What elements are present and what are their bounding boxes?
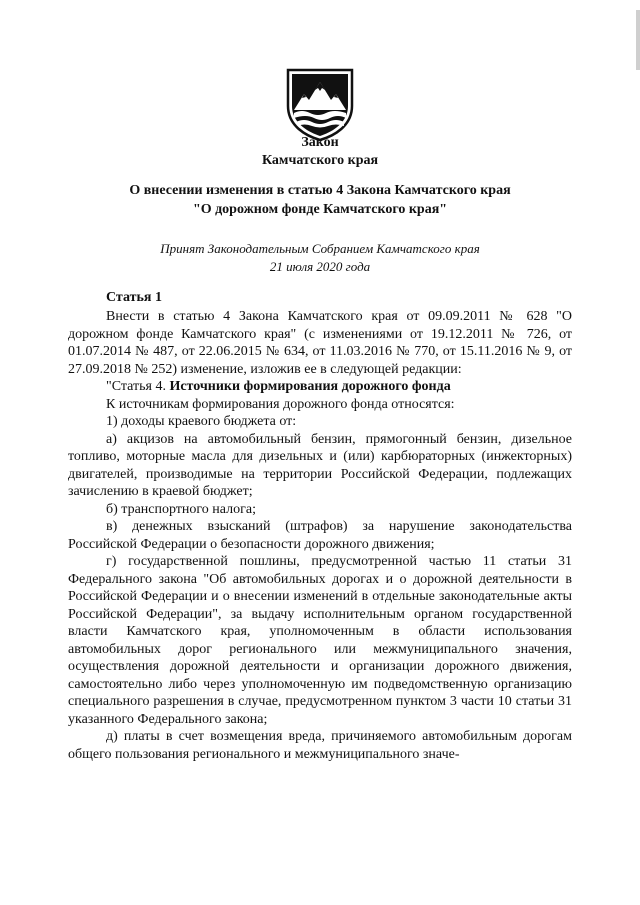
adoption-date: 21 июля 2020 года: [269, 259, 371, 274]
article-heading: Статья 1: [106, 290, 162, 305]
document-type: Закон: [301, 135, 339, 150]
article-body: [68, 288, 572, 763]
paragraph-item-a: а) акцизов на автомобильный бензин, прямогонный бензин, дизельное топливо, моторные масла для дизельных и (или) карбюраторных (инжекторных) двигателей, производимые на территории Российской Федерации, подлежащих зачислению в краевой бюджет;: [68, 431, 572, 499]
kamchatka-crest-icon: [282, 66, 358, 142]
paragraph-item-d: д) платы в счет возмещения вреда, причиняемого автомобильным дорогам общего пользования регионального и межмуниципального значе-: [68, 729, 572, 762]
paragraph-item-b: б) транспортного налога;: [106, 501, 256, 517]
quoted-article-name: Источники формирования дорожного фонда: [169, 379, 451, 394]
paragraph-item-v: в) денежных взысканий (штрафов) за нарушение законодательства Российской Федерации о безопасности дорожного движения;: [68, 519, 572, 552]
region-title: Камчатского края: [261, 153, 379, 168]
subject-line-2: "О дорожном фонде Камчатского края": [192, 202, 448, 217]
subject-line-1: О внесении изменения в статью 4 Закона Камчатского края: [129, 183, 511, 198]
paragraph-item-g: г) государственной пошлины, предусмотренной частью 11 статьи 31 Федерального закона "Об автомобильных дорогах и о дорожной деятельности в Российской Федерации и о внесении изменений в отдельные законодательные акты Российской Федерации", за выдачу исполнительным органом государственной власти Камчатского края, уполномоченным в области использования автомобильных дорог регионального или межмуниципального значения, осуществления дорожной деятельности и организации дорожного движения, самостоятельно либо через уполномоченную им подведомственную организацию специального разрешения в случае, предусмотренном пунктом 3 части 10 статьи 31 указанного Федерального закона;: [68, 554, 572, 727]
adoption-note: Принят Законодательным Собранием Камчатского края: [160, 241, 480, 256]
quoted-article-title: [68, 378, 572, 396]
paragraph-item-1: 1) доходы краевого бюджета от:: [106, 414, 297, 429]
paragraph-sources-intro: К источникам формирования дорожного фонда относятся:: [106, 396, 455, 412]
quoted-article-prefix: "Статья 4.: [106, 379, 170, 394]
page-edge-mark: [636, 10, 640, 70]
article-intro: Внести в статью 4 Закона Камчатского края от 09.09.2011 № 628 "О дорожном фонде Камчатского края" (с изменениями от 19.12.2011 № 726, от 01.07.2014 № 487, от 22.06.2015 № 634, от 11.03.2016 № 770, от 15.11.2016 № 9, от 27.09.2018 № 252) изменение, изложив ее в следующей редакции:: [68, 309, 572, 377]
